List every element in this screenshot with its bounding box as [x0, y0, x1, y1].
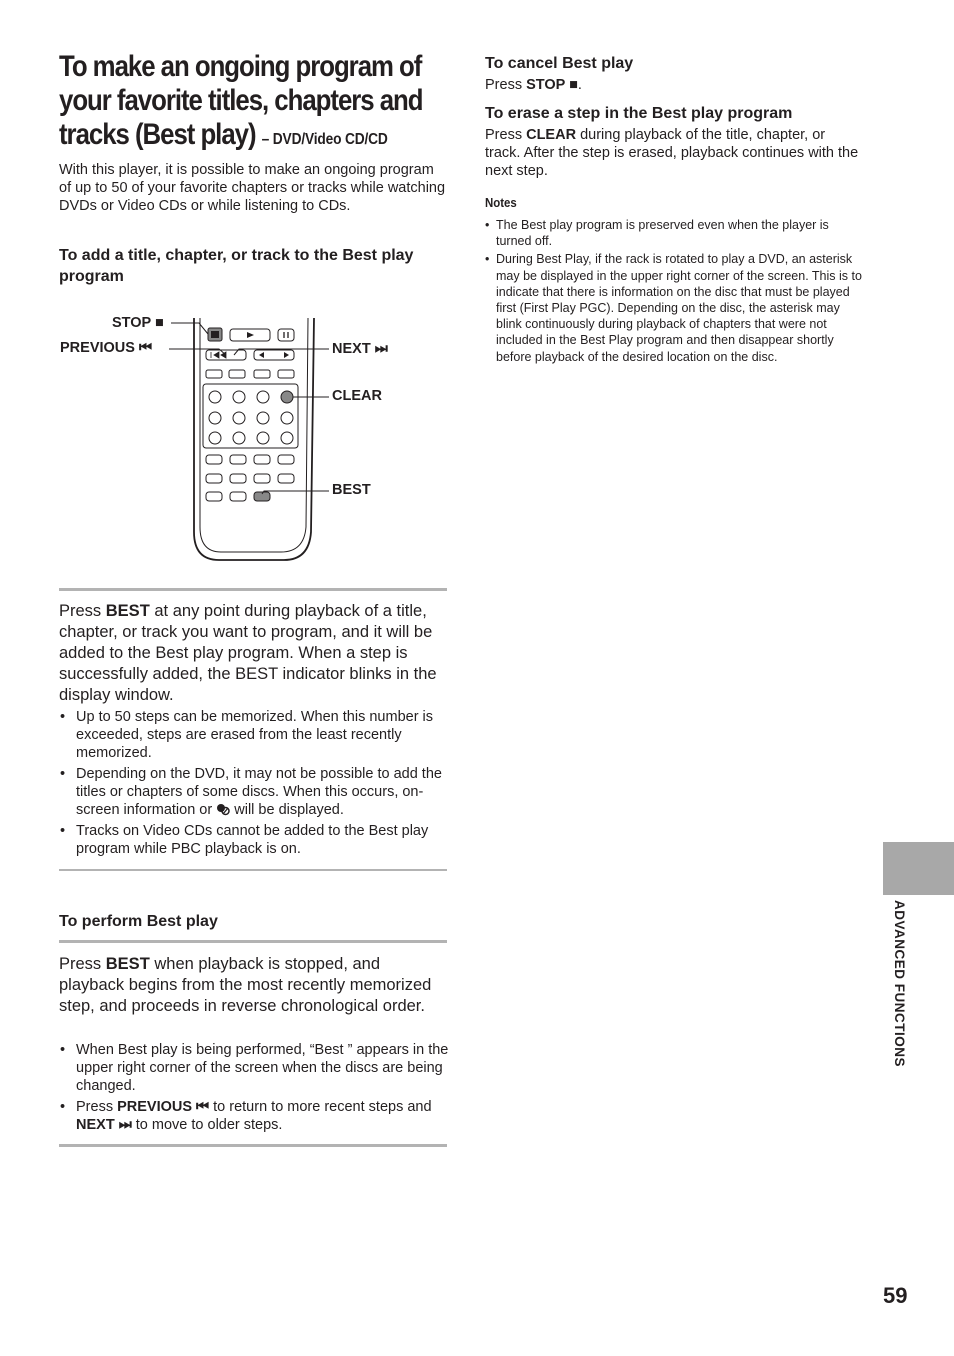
notes-list — [485, 217, 865, 365]
callout-lines — [169, 323, 329, 494]
remote-lower-buttons — [206, 455, 294, 501]
perform-bullets — [59, 1041, 449, 1137]
label-next: NEXT ⏭ — [332, 341, 388, 357]
side-tab-marker — [883, 842, 954, 895]
perform-rest: when playback is stopped, and playback begins from the most recently memorized step, and proceeds in reverse chronological order. — [59, 955, 432, 1015]
perform-bullet-2-next: NEXT ⏭ — [76, 1117, 132, 1133]
perform-bullet-2 — [59, 1098, 449, 1134]
erase-key: CLEAR — [526, 127, 577, 143]
note-item-2: • During Best Play, if the rack is rotated to play a DVD, an asterisk may be displayed in the upper right corner of the screen. This is to indicate that there is information on the disc that must be played first (First Play PGC). Depending on the disc, the asterisk may blink continuously during playback of chapters that were not included in the Best Play program and then disappear shortly before playback of the desired location on the disc. — [485, 251, 865, 364]
title-line-1: To make an ongoing program of — [59, 50, 422, 83]
perform-bullet-2-mid: to return to more recent steps and — [209, 1099, 432, 1115]
cancel-key: STOP ■ — [526, 77, 578, 93]
note-item-1: • The Best play program is preserved even when the player is turned off. — [485, 217, 865, 249]
prohibited-icon — [216, 802, 230, 816]
add-bullets — [59, 708, 449, 861]
divider — [59, 940, 447, 943]
perform-bullet-1: • When Best play is being performed, “Best ” appears in the upper right corner of the screen when the discs are being changed. — [59, 1041, 449, 1095]
perform-key: BEST — [105, 955, 150, 973]
label-best: BEST — [332, 482, 371, 498]
perform-bullet-2-end: to move to older steps. — [131, 1117, 283, 1133]
cancel-heading: To cancel Best play — [485, 55, 634, 72]
divider — [59, 869, 447, 871]
perform-heading: To perform Best play — [59, 913, 218, 930]
perform-instructions — [59, 954, 447, 1017]
cancel-text — [485, 76, 582, 94]
add-rest: at any point during playback of a title, chapter, or track you want to program, and it will be added to the Best play program. When a step is successfully added, the BEST indicator blinks in the display window. — [59, 602, 437, 704]
erase-heading: To erase a step in the Best play program — [485, 105, 793, 122]
perform-bullet-2-press: Press — [76, 1099, 118, 1115]
notes-heading: Notes — [485, 195, 517, 210]
stop-square-icon — [211, 331, 219, 338]
title-line-2: your favorite titles, chapters and — [59, 84, 423, 117]
add-bullet-1: • Up to 50 steps can be memorized. When this number is exceeded, steps are erased from the least recently memorized. — [59, 708, 449, 762]
remote-clear-button — [281, 391, 293, 403]
divider — [59, 588, 447, 591]
page-title — [59, 50, 423, 157]
title-line-3-text: tracks (Best play) — [59, 118, 256, 151]
label-clear: CLEAR — [332, 388, 382, 404]
add-bullet-2-text-a: Depending on the DVD, it may not be possible to add the titles or chapters of some discs. When this occurs, on-screen information or — [76, 766, 442, 818]
add-bullet-3: • Tracks on Video CDs cannot be added to the Best play program while PBC playback is on. — [59, 822, 449, 858]
page-number: 59 — [883, 1283, 908, 1308]
add-key: BEST — [105, 602, 150, 620]
add-instructions — [59, 601, 447, 706]
cancel-press: Press — [485, 77, 527, 93]
add-press: Press — [59, 602, 106, 620]
title-subtitle: – DVD/Video CD/CD — [261, 131, 388, 148]
side-tab-label: ADVANCED FUNCTIONS — [892, 900, 907, 1067]
intro-paragraph: With this player, it is possible to make an ongoing program of up to 50 of your favorite chapters or tracks while watching DVDs or Video CDs or while listening to CDs. — [59, 162, 446, 214]
cancel-end: . — [577, 77, 582, 93]
erase-press: Press — [485, 127, 527, 143]
add-bullet-2 — [59, 765, 449, 819]
title-line-3 — [59, 118, 403, 157]
remote-pause-button — [278, 329, 294, 341]
add-bullet-2-text-b: will be displayed. — [230, 802, 344, 818]
divider — [59, 1144, 447, 1147]
add-heading: To add a title, chapter, or track to the Best play program — [59, 247, 414, 285]
label-stop: STOP ■ — [112, 315, 164, 331]
perform-bullet-2-prev: PREVIOUS ⏮ — [117, 1099, 210, 1115]
erase-text — [485, 126, 863, 180]
perform-press: Press — [59, 955, 106, 973]
keypad-buttons — [209, 391, 293, 444]
erase-rest: during playback of the title, chapter, or track. After the step is erased, playback continues with the next step. — [485, 127, 859, 179]
label-previous: PREVIOUS ⏮ — [60, 340, 153, 356]
